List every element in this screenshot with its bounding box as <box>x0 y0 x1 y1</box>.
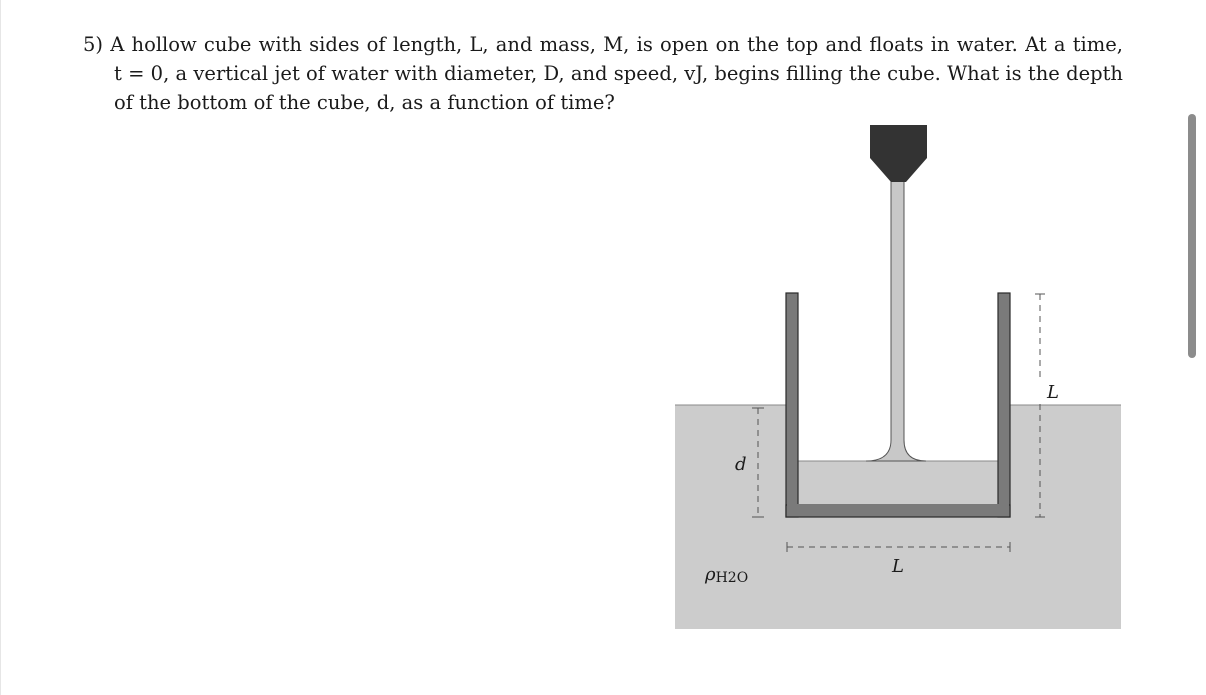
rho-symbol: ρ <box>705 564 716 585</box>
label-d: d <box>735 454 747 475</box>
rho-subscript: H2O <box>715 570 749 586</box>
cube-right-wall <box>998 293 1010 517</box>
cube-bottom-fill <box>787 504 1009 516</box>
problem-line-2: t = 0, a vertical jet of water with diameter, D, and speed, vJ, begins filling the cube. What is the depth <box>114 62 1123 85</box>
label-L-side: L <box>1047 382 1059 403</box>
cube-inner-water <box>798 461 998 505</box>
label-L-bottom: L <box>892 556 904 577</box>
nozzle-icon <box>870 125 927 182</box>
scrollbar-thumb[interactable] <box>1188 114 1196 358</box>
problem-line-3: of the bottom of the cube, d, as a function of time? <box>114 91 615 114</box>
problem-number: 5) <box>83 33 104 56</box>
cube-figure <box>1 0 1206 695</box>
cube-left-wall <box>786 293 798 517</box>
problem-text-1: A hollow cube with sides of length, L, and mass, M, is open on the top and floats in water. At a time, <box>110 33 1123 56</box>
